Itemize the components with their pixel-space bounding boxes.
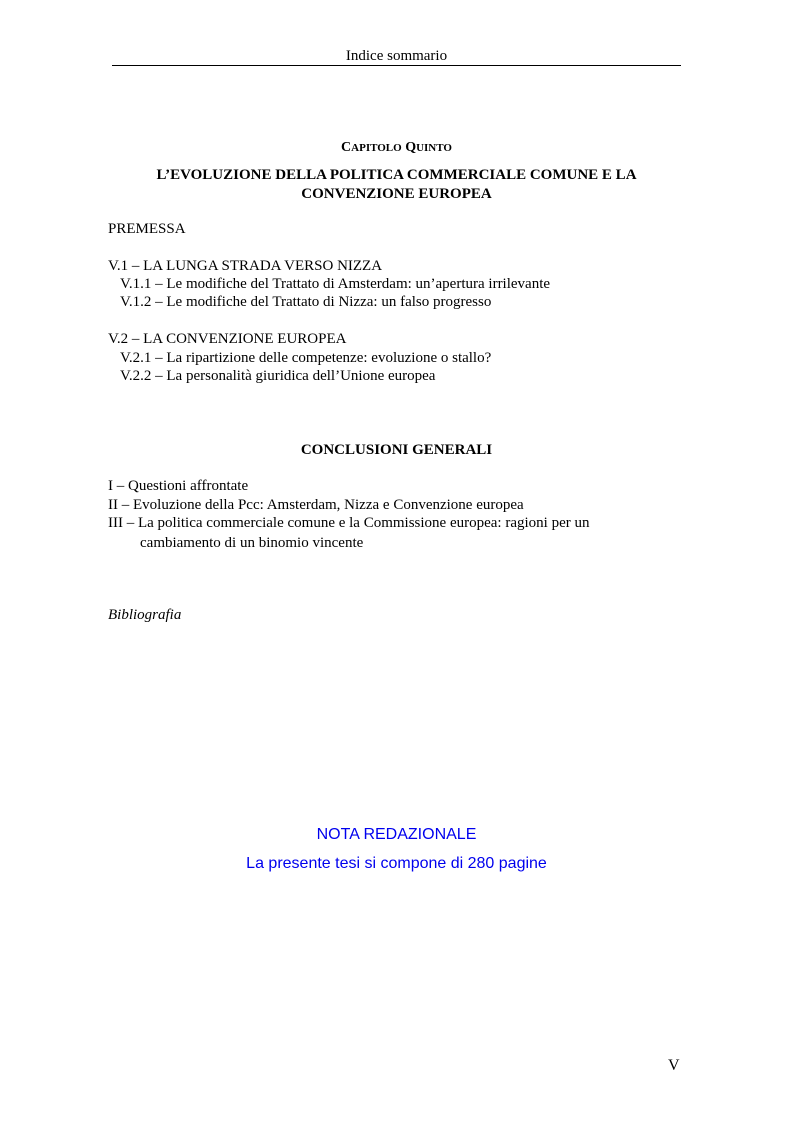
chapter-title-line-2: CONVENZIONE EUROPEA: [301, 186, 492, 202]
conclusions-item-3-continued: cambiamento di un binomio vincente: [140, 535, 364, 551]
chapter-label-apitolo: APITOLO: [351, 142, 402, 154]
toc-section-v1: V.1 – LA LUNGA STRADA VERSO NIZZA: [108, 258, 383, 274]
toc-item-v11: V.1.1 – Le modifiche del Trattato di Amsterdam: un’apertura irrilevante: [120, 276, 551, 292]
toc-section-v2: V.2 – LA CONVENZIONE EUROPEA: [108, 331, 347, 347]
chapter-label-q: Q: [405, 140, 417, 155]
toc-item-v21: V.2.1 – La ripartizione delle competenze: evoluzione o stallo?: [120, 350, 492, 366]
chapter-label: [108, 140, 685, 156]
conclusions-item-1: I – Questioni affrontate: [108, 478, 249, 494]
header-rule: [112, 65, 681, 66]
chapter-label-c: C: [341, 140, 352, 155]
running-header: Indice sommario: [345, 48, 448, 64]
conclusions-item-3: III – La politica commerciale comune e la Commissione europea: ragioni per un: [108, 515, 590, 531]
toc-item-v12: V.1.2 – Le modifiche del Trattato di Nizza: un falso progresso: [120, 294, 492, 310]
page-number: V: [668, 1057, 680, 1074]
editorial-note-title: NOTA REDAZIONALE: [316, 826, 477, 843]
toc-item-v22: V.2.2 – La personalità giuridica dell’Unione europea: [120, 368, 436, 384]
chapter-title-line-1: L’EVOLUZIONE DELLA POLITICA COMMERCIALE COMUNE E LA: [156, 167, 637, 183]
chapter-title: [108, 166, 685, 204]
toc-premessa: PREMESSA: [108, 221, 186, 237]
conclusions-item-2: II – Evoluzione della Pcc: Amsterdam, Nizza e Convenzione europea: [108, 497, 524, 513]
chapter-label-uinto: UINTO: [416, 142, 452, 154]
bibliography: Bibliografia: [108, 607, 182, 623]
conclusions-title: CONCLUSIONI GENERALI: [300, 442, 493, 458]
editorial-note-text: La presente tesi si compone di 280 pagine: [246, 855, 547, 872]
